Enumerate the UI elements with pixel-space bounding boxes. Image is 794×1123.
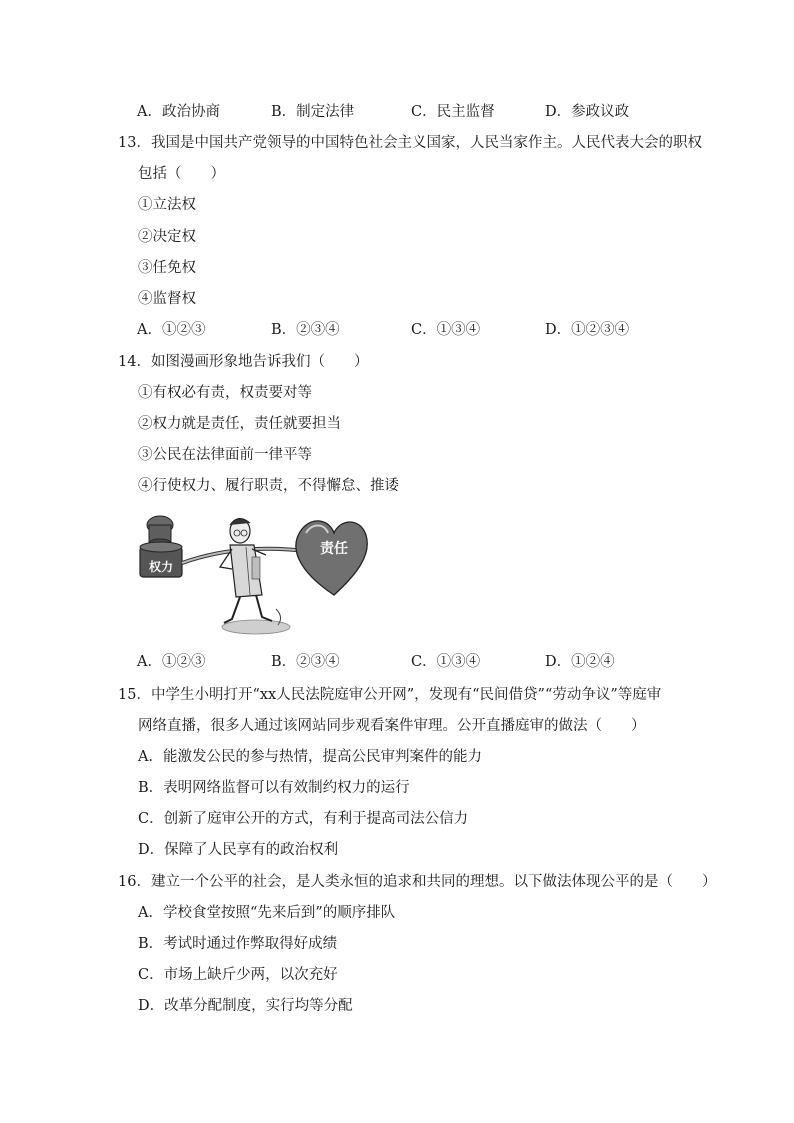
- q16-option-c: C．市场上缺斤少两，以次充好: [138, 967, 338, 983]
- q12-option-b: B．制定法律: [271, 104, 355, 120]
- q15-stem-line2: 网络直播，很多人通过该网站同步观看案件审理。公开直播庭审的做法（ ）: [138, 718, 646, 734]
- q14-option-c: C．①③④: [411, 654, 481, 670]
- q16-option-a: A．学校食堂按照“先来后到”的顺序排队: [138, 905, 396, 921]
- q15-stem-line1: 15．中学生小明打开“xx人民法院庭审公开网”，发现有“民间借贷”“劳动争议”等庭审: [118, 687, 662, 703]
- q14-item-2: ②权力就是责任，责任就要担当: [138, 416, 341, 432]
- weight-label: 权力: [148, 560, 174, 574]
- q16-option-b: B．考试时通过作弊取得好成绩: [138, 936, 338, 952]
- q14-item-3: ③公民在法律面前一律平等: [138, 447, 312, 463]
- q13-stem-line1: 13．我国是中国共产党领导的中国特色社会主义国家，人民当家作主。人民代表大会的职权: [118, 135, 702, 151]
- q14-option-b: B．②③④: [271, 654, 340, 670]
- q14-item-1: ①有权必有责，权责要对等: [138, 385, 312, 401]
- responsibility-heart-icon: [296, 521, 367, 595]
- q13-item-1: ①立法权: [138, 197, 196, 213]
- q13-item-3: ③任免权: [138, 260, 196, 276]
- q15-option-c: C．创新了庭审公开的方式，有利于提高司法公信力: [138, 811, 469, 827]
- q13-stem-line2: 包括（ ）: [138, 166, 225, 182]
- q13-option-b: B．②③④: [271, 322, 340, 338]
- q13-option-c: C．①③④: [411, 322, 481, 338]
- q12-option-a: A．政治协商: [137, 104, 220, 120]
- q14-option-d: D．①②④: [545, 654, 615, 670]
- q16-option-d: D．改革分配制度，实行均等分配: [138, 998, 353, 1014]
- q15-option-d: D．保障了人民享有的政治权利: [138, 842, 339, 858]
- q14-cartoon: [138, 505, 368, 640]
- q15-option-a: A．能激发公民的参与热情，提高公民审判案件的能力: [138, 749, 482, 765]
- heart-label: 责任: [320, 541, 348, 557]
- q13-item-4: ④监督权: [138, 291, 196, 307]
- q14-item-4: ④行使权力、履行职责，不得懈怠、推诿: [138, 478, 399, 494]
- q16-stem: 16．建立一个公平的社会，是人类永恒的追求和共同的理想。以下做法体现公平的是（ ）: [118, 874, 717, 890]
- q13-option-a: A．①②③: [137, 322, 206, 338]
- q14-stem: 14．如图漫画形象地告诉我们（ ）: [118, 354, 369, 370]
- q15-option-b: B．表明网络监督可以有效制约权力的运行: [138, 780, 410, 796]
- q12-option-c: C．民主监督: [411, 104, 495, 120]
- q13-option-d: D．①②③④: [545, 322, 630, 338]
- person-figure-icon: [220, 518, 281, 625]
- q13-item-2: ②决定权: [138, 229, 196, 245]
- q14-option-a: A．①②③: [137, 654, 206, 670]
- q12-option-d: D．参政议政: [545, 104, 630, 120]
